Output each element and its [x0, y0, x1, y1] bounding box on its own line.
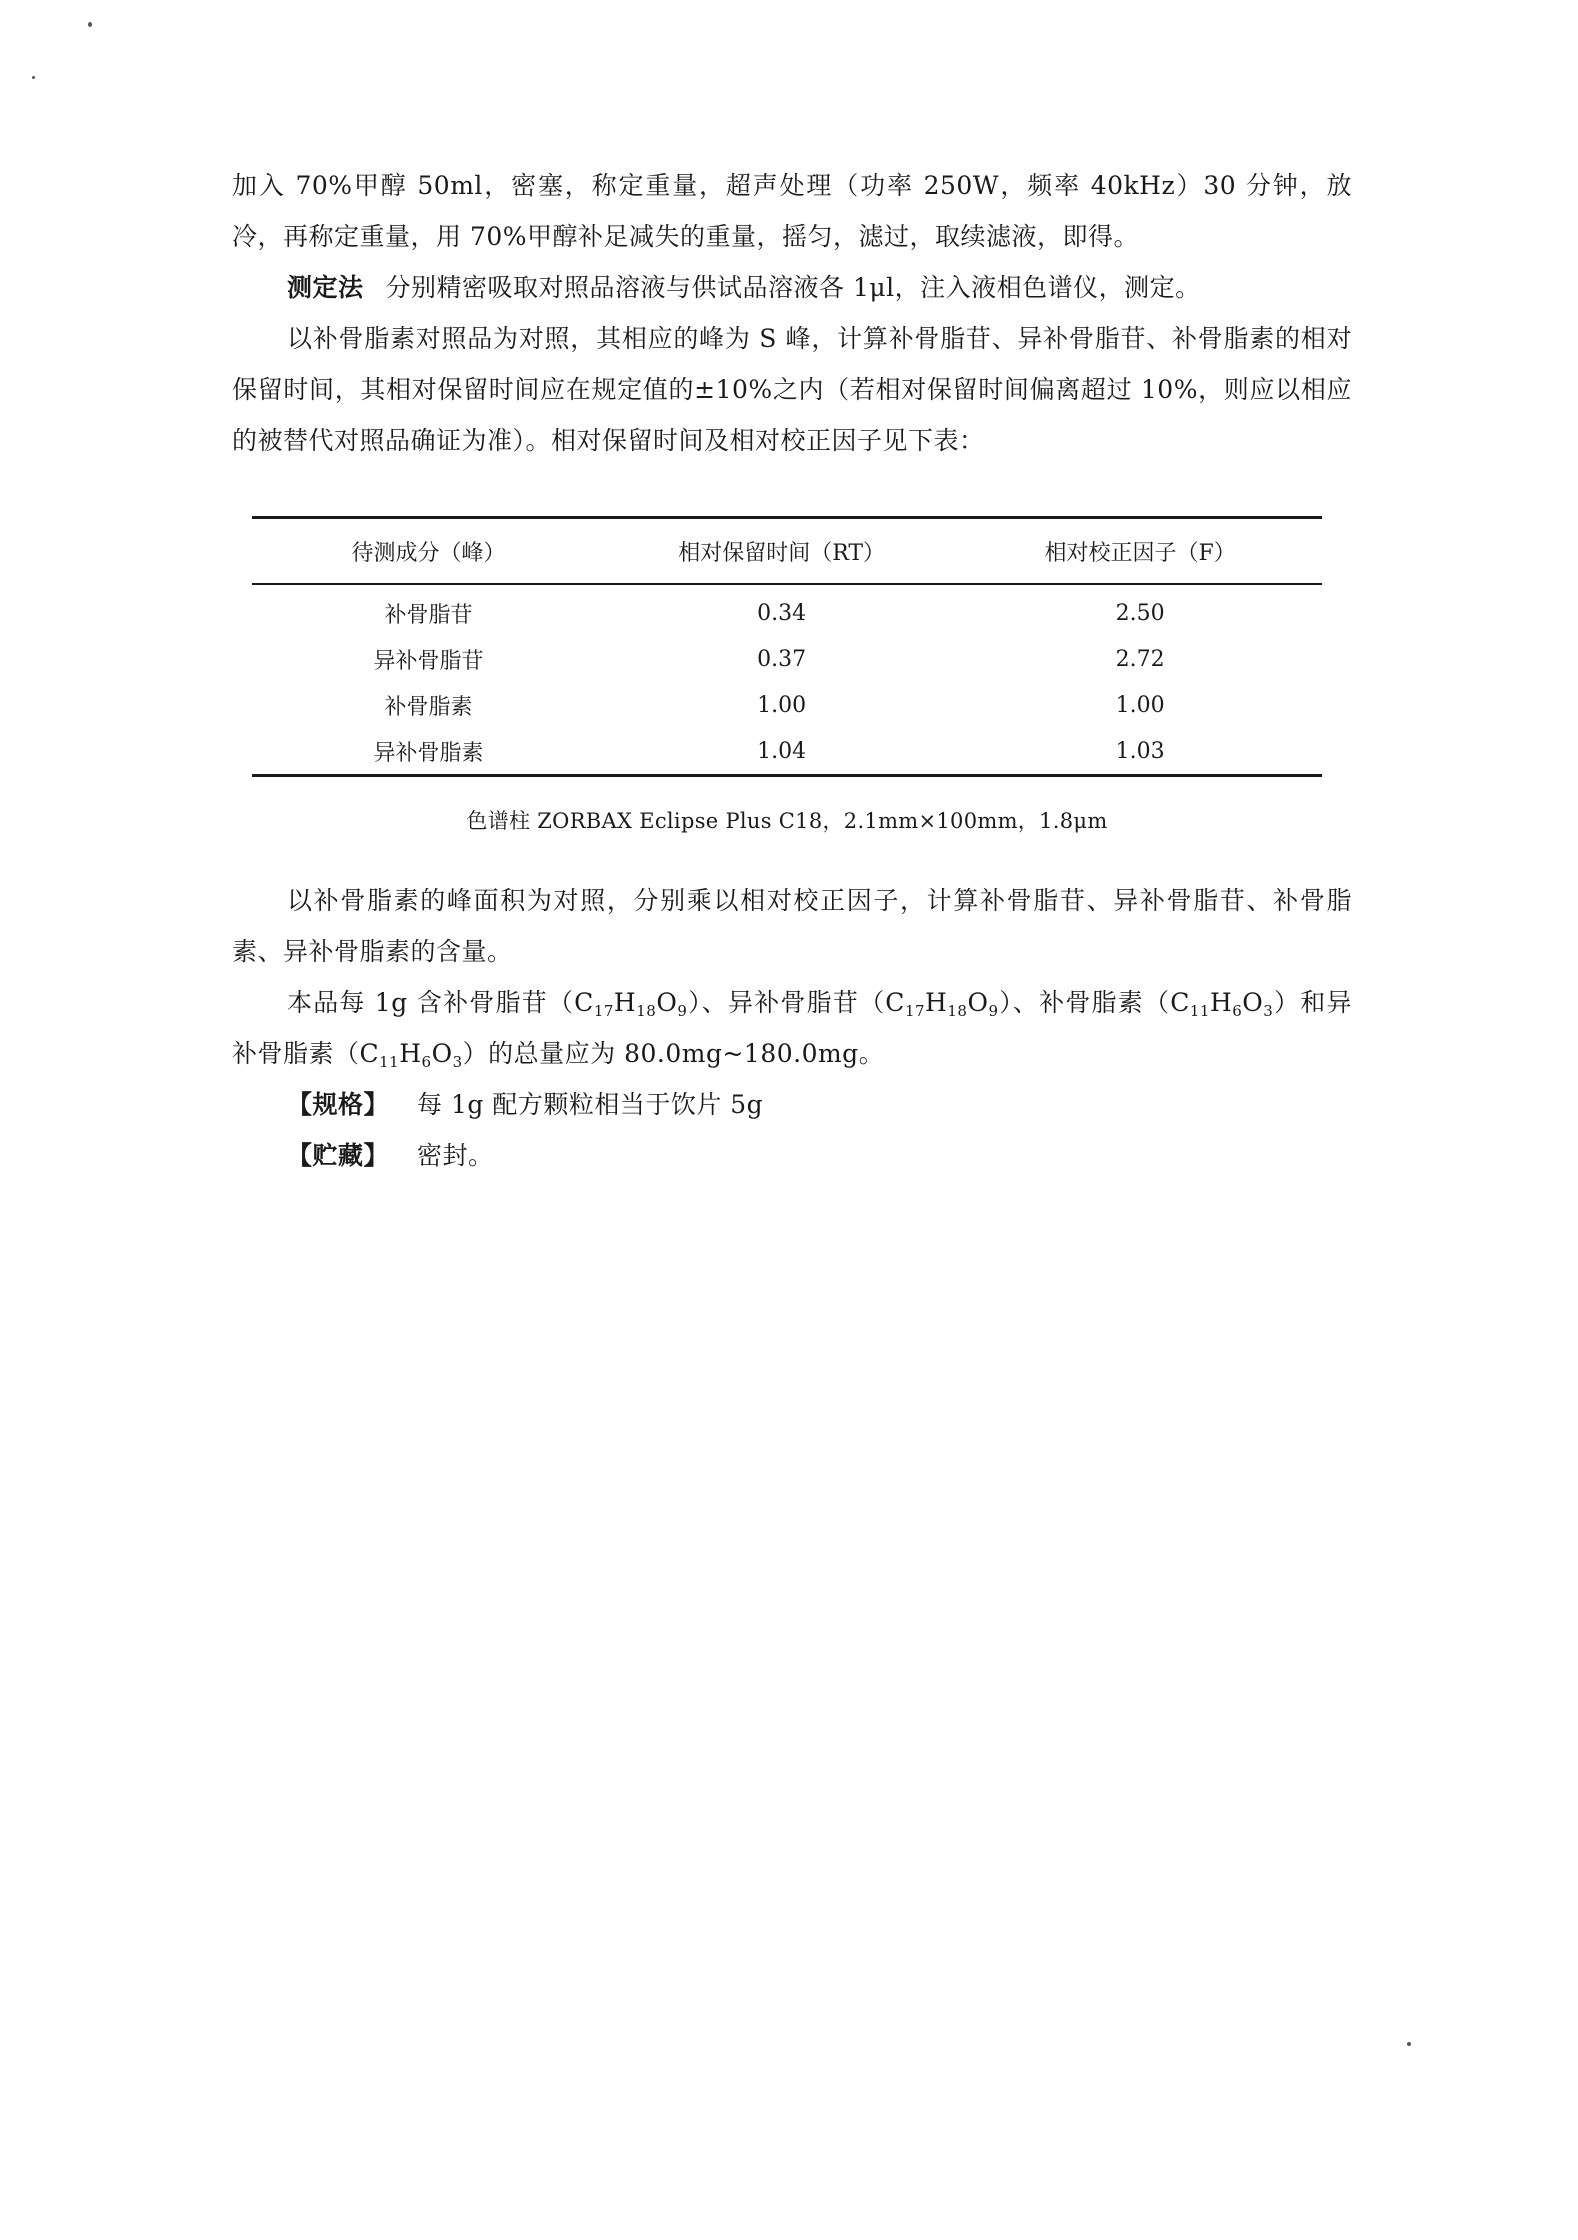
- subscript: 11: [379, 1053, 400, 1071]
- subscript: 6: [1232, 1002, 1243, 1020]
- text-run: ）、补骨脂素（C: [998, 988, 1190, 1017]
- retention-table-container: [252, 516, 1322, 777]
- text-run: H: [399, 1039, 422, 1068]
- paragraph-calculation: 以补骨脂素的峰面积为对照，分别乘以相对校正因子，计算补骨脂苷、异补骨脂苷、补骨脂素、异补骨脂素的含量。: [232, 886, 1352, 966]
- table-cell: 异补骨脂苷: [373, 648, 484, 674]
- scan-speck: [88, 22, 92, 27]
- subscript: 18: [636, 1002, 657, 1020]
- retention-table: [252, 516, 1322, 777]
- table-header-row: [252, 518, 1322, 585]
- paragraph-extraction: 加入 70%甲醇 50ml，密塞，称定重量，超声处理（功率 250W，频率 40kHz）30 分钟，放冷，再称定重量，用 70%甲醇补足减失的重量，摇匀，滤过，取续滤液，即得。: [232, 171, 1352, 251]
- document-page: [232, 160, 1352, 1181]
- specification-text: 每 1g 配方颗粒相当于饮片 5g: [417, 1090, 764, 1119]
- text-run: H: [925, 988, 948, 1017]
- table-caption: 色谱柱 ZORBAX Eclipse Plus C18，2.1mm×100mm，1.8μm: [466, 809, 1108, 833]
- storage-line: [232, 1130, 1352, 1181]
- scan-speck: [32, 76, 35, 79]
- text-run: H: [613, 988, 637, 1017]
- column-header: 相对保留时间（RT）: [678, 540, 886, 566]
- subscript: 3: [452, 1053, 463, 1071]
- method-heading: 测定法: [287, 273, 364, 302]
- table-cell: 2.50: [1115, 600, 1165, 626]
- table-cell: 1.00: [757, 692, 807, 718]
- text-run: H: [1209, 988, 1233, 1017]
- text-run: O: [1242, 988, 1264, 1017]
- subscript: 17: [593, 1002, 614, 1020]
- method-text: 分别精密吸取对照品溶液与供试品溶液各 1μl，注入液相色谱仪，测定。: [385, 273, 1201, 302]
- column-header: 相对校正因子（F）: [1044, 540, 1236, 566]
- subscript: 18: [947, 1002, 968, 1020]
- table-cell: 异补骨脂素: [373, 740, 484, 766]
- paragraph-content-limit: [232, 977, 1352, 1079]
- text-run: O: [656, 988, 678, 1017]
- table-cell: 1.00: [1115, 692, 1165, 718]
- paragraph-method: [232, 262, 1352, 313]
- column-header: 待测成分（峰）: [351, 540, 506, 566]
- table-row: [252, 636, 1322, 682]
- text-run: O: [967, 988, 989, 1017]
- text-run: ）的总量应为 80.0mg~180.0mg。: [462, 1039, 885, 1068]
- storage-label: 【贮藏】: [287, 1141, 390, 1170]
- specification-label: 【规格】: [287, 1090, 390, 1119]
- text-run: 本品每 1g 含补骨脂苷（C: [287, 988, 594, 1017]
- specification-line: [232, 1079, 1352, 1130]
- table-cell: 补骨脂素: [384, 694, 473, 720]
- table-row: [252, 682, 1322, 728]
- subscript: 9: [988, 1002, 999, 1020]
- table-row: [252, 584, 1322, 636]
- table-cell: 1.03: [1115, 738, 1165, 764]
- subscript: 6: [421, 1053, 432, 1071]
- paragraph-relative-retention: 以补骨脂素对照品为对照，其相应的峰为 S 峰，计算补骨脂苷、异补骨脂苷、补骨脂素的相对保留时间，其相对保留时间应在规定值的±10%之内（若相对保留时间偏离超过 10%，则应以相应的被替代对照品确证为准）。相对保留时间及相对校正因子见下表：: [232, 324, 1352, 455]
- table-row: [252, 728, 1322, 776]
- scan-speck: [1407, 2042, 1411, 2046]
- text-run: ）和异补骨脂素（C: [232, 988, 1352, 1068]
- subscript: 11: [1189, 1002, 1210, 1020]
- subscript: 9: [677, 1002, 688, 1020]
- table-cell: 补骨脂苷: [384, 602, 473, 628]
- table-cell: 1.04: [757, 738, 807, 764]
- text-run: O: [431, 1039, 453, 1068]
- storage-text: 密封。: [417, 1141, 494, 1170]
- text-run: ）、异补骨脂苷（C: [687, 988, 905, 1017]
- table-cell: 0.34: [757, 600, 807, 626]
- table-cell: 0.37: [757, 646, 807, 672]
- table-cell: 2.72: [1115, 646, 1165, 672]
- subscript: 17: [904, 1002, 926, 1020]
- subscript: 3: [1263, 1002, 1274, 1020]
